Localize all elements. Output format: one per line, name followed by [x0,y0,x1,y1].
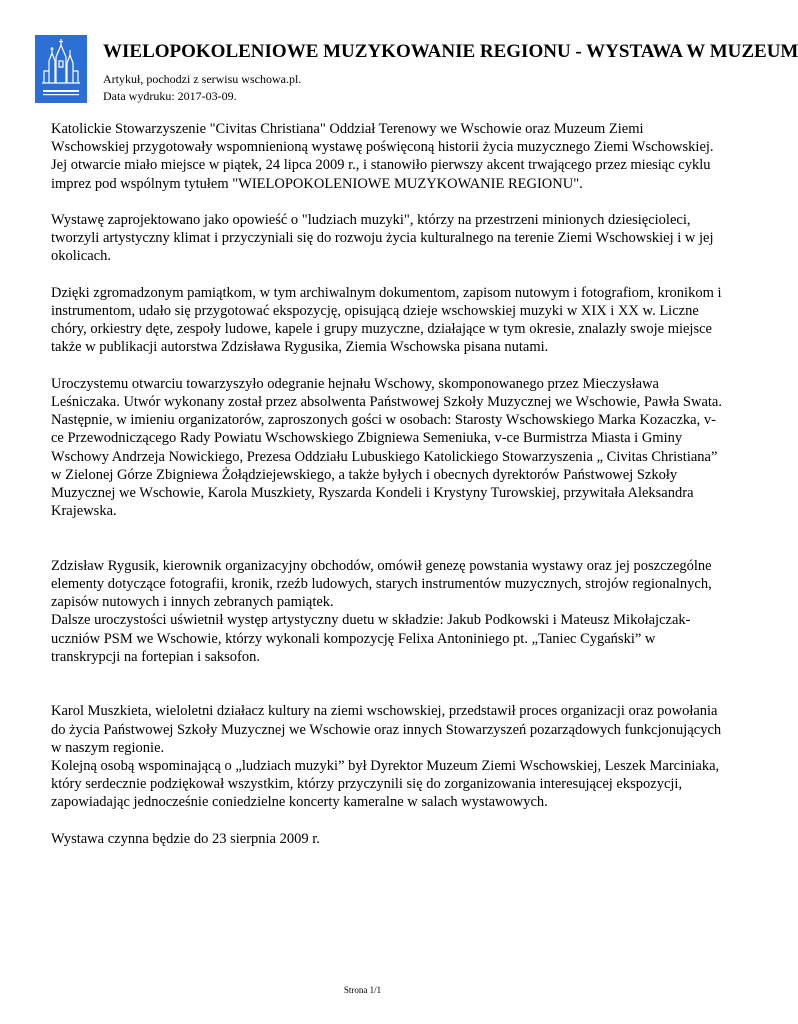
article-paragraph-3: Dzięki zgromadzonym pamiątkom, w tym archiwalnym dokumentom, zapisom nutowym i fotografiom, kronikom i instrumentom, udało się przygotować ekspozycję, opisującą dzieje wschowskiej muzyki w XIX i XX w. Liczne chóry, orkiestry dęte, zespoły ludowe, kapele i grupy muzyczne, działające w tym okresie, znalazły swoje miejsce także w publikacji autorstwa Zdzisława Rygusika, Ziemia Wschowska pisana nutami. [51,284,722,356]
article-paragraph-7: Karol Muszkieta, wieloletni działacz kultury na ziemi wschowskiej, przedstawił proces organizacji oraz powołania do życia Państwowej Szkoły Muzycznej we Wschowie oraz innych Stowarzyszeń pozarządowych funkcjonujących w naszym regionie. [51,703,722,756]
source-line: Artykuł, pochodzi z serwisu wschowa.pl. [103,72,302,86]
article-paragraph-6: Dalsze uroczystości uświetnił występ artystyczny duetu w składzie: Jakub Podkowski i Mateusz Mikołajczak- uczniów PSM we Wschowie, którzy wykonali kompozycję Felixa Antoniniego pt. „Taniec Cygański” w transkrypcji na fortepian i saksofon. [51,612,691,665]
article-paragraph-1: Katolickie Stowarzyszenie "Civitas Christiana" Oddział Terenowy we Wschowie oraz Muzeum Ziemi Wschowskiej przygotowały wspomnienioną wystawę poświęconą historii życia muzycznego Ziemi Wschowskiej. Jej otwarcie miało miejsce w piątek, 24 lipca 2009 r., i stanowiło pierwszy akcent trwającego przez miesiąc cyklu imprez pod wspólnym tytułem "WIELOPOKOLENIOWE MUZYKOWANIE REGIONU". [51,121,714,192]
article-paragraph-9: Wystawa czynna będzie do 23 sierpnia 2009 r. [51,830,320,847]
wschowa-logo [35,35,87,103]
wschowa-town-logo-icon [35,35,87,103]
page-title: WIELOPOKOLENIOWE MUZYKOWANIE REGIONU - WYSTAWA W MUZEUM [103,41,798,62]
article-paragraph-4: Uroczystemu otwarciu towarzyszyło odegranie hejnału Wschowy, skomponowanego przez Mieczysława Leśniczaka. Utwór wykonany został przez absolwenta Państwowej Szkoły Muzycznej we Wschowie, Pawła Swata. Następnie, w imieniu organizatorów, zaproszonych gości w osobach: Starosty Wschowskiego Marka Kozaczka, v-ce Przewodniczącego Rady Powiatu Wschowskiego Zbigniewa Semeniuka, v-ce Burmistrza Miasta i Gminy Wschowy Andrzeja Nowickiego, Prezesa Oddziału Lubuskiego Katolickiego Stowarzyszenia „ Civitas Christiana” w Zielonej Górze Zbigniewa Żołądziejewskiego, a także byłych i obecnych dyrektorów Państwowej Szkoły Muzycznej we Wschowie, Karola Muszkiety, Ryszarda Kondeli i Krystyny Turowskiej, przywitała Aleksandra Krajewska. [51,375,722,520]
article-paragraph-2: Wystawę zaprojektowano jako opowieść o "ludziach muzyki", którzy na przestrzeni minionych dziesięcioleci, tworzyli artystyczny klimat i przyczyniali się do rozwoju życia kulturalnego na terenie Ziemi Wschowskiej i w jej okolicach. [51,212,714,265]
paragraph-spacer [51,520,723,556]
paragraph-spacer [51,266,723,284]
article-paragraph-8: Kolejną osobą wspominającą o „ludziach muzyki” był Dyrektor Muzeum Ziemi Wschowskiej, Leszek Marciniaka, który serdecznie podziękował wszystkim, którzy przyczynili się do zorganizowania interesującej ekspozycji, zapowiadając jednocześnie coniedzielne koncerty kameralne w salach wystawowych. [51,758,720,811]
paragraph-spacer [51,357,723,375]
print-date-line: Data wydruku: 2017-03-09. [103,89,237,103]
paragraph-spacer [51,666,723,702]
page-number: Strona 1/1 [343,985,382,995]
article-paragraph-5: Zdzisław Rygusik, kierownik organizacyjny obchodów, omówił genezę powstania wystawy oraz jej poszczególne elementy dotyczące fotografii, kronik, rzeźb ludowych, starych instrumentów muzycznych, strojów regionalnych, zapisów nutowych i innych zebranych pamiątek. [51,557,712,611]
paragraph-spacer [51,812,723,830]
paragraph-spacer [51,193,723,211]
article-body [51,120,723,848]
